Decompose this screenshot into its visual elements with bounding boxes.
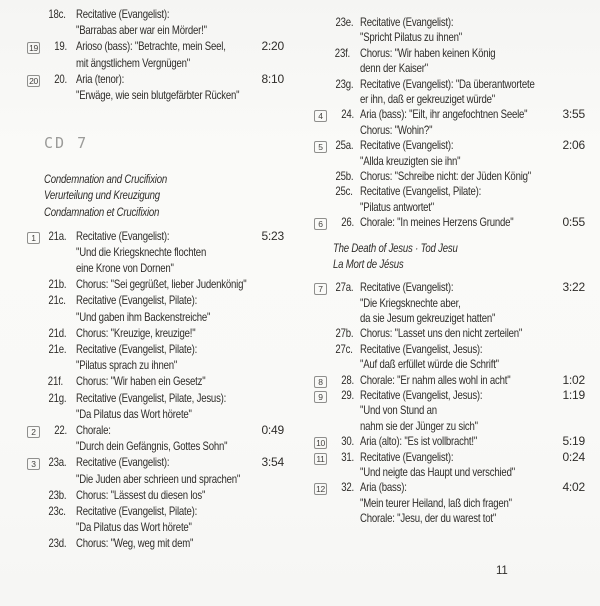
track-number-text: 21a. bbox=[48, 228, 67, 243]
track-title-text: Recitative (Evangelist): bbox=[360, 280, 454, 295]
track-title-text: Recitative (Evangelist): bbox=[360, 138, 454, 153]
track-title-text: Recitative (Evangelist, Jesus): bbox=[360, 387, 483, 402]
track-number bbox=[331, 169, 355, 184]
track-continuation-text: er ihn, daß er gekreuziget würde" bbox=[360, 91, 496, 106]
track-continuation-text: "Durch dein Gefängnis, Gottes Sohn" bbox=[76, 439, 228, 454]
track-entry bbox=[313, 184, 585, 215]
track-continuation-line bbox=[26, 22, 284, 38]
track-title bbox=[70, 454, 284, 470]
section-heading-text: Condemnation and Crucifixion bbox=[44, 172, 168, 187]
track-title bbox=[70, 487, 284, 503]
section-heading-line bbox=[26, 187, 284, 203]
track-title-text: Recitative (Evangelist, Pilate, Jesus): bbox=[76, 390, 227, 405]
track-continuation-text: "Erwäge, wie sein blutgefärbter Rücken" bbox=[76, 87, 240, 102]
track-entry bbox=[26, 276, 284, 292]
track-continuation-text: "Da Pilatus das Wort hörete" bbox=[76, 406, 192, 421]
track-title-text: Chorale: bbox=[76, 422, 111, 437]
track-title bbox=[70, 325, 284, 341]
track-title bbox=[70, 503, 284, 519]
track-entry bbox=[26, 38, 284, 70]
track-continuation-text: da sie Jesum gekreuziget hatten" bbox=[360, 311, 496, 326]
track-number-box: 19 bbox=[27, 42, 40, 54]
track-entry bbox=[313, 107, 585, 138]
track-number-text: 23a. bbox=[48, 455, 67, 470]
section-heading-text: The Death of Jesus · Tod Jesu bbox=[333, 241, 458, 256]
track-number-text: 22. bbox=[54, 422, 67, 437]
track-number-box: 6 bbox=[314, 218, 327, 230]
track-title bbox=[70, 228, 284, 244]
track-time: 8:10 bbox=[261, 71, 284, 86]
track-line bbox=[26, 38, 284, 54]
track-entry bbox=[26, 487, 284, 503]
track-title bbox=[355, 280, 585, 295]
track-entry bbox=[26, 71, 284, 103]
track-number-text: 21g. bbox=[48, 390, 67, 405]
track-time: 5:19 bbox=[562, 434, 585, 449]
track-title-text: Recitative (Evangelist, Pilate): bbox=[360, 184, 482, 199]
track-continuation-line bbox=[313, 419, 585, 434]
track-line bbox=[313, 373, 585, 388]
track-entry bbox=[313, 280, 585, 326]
track-number-text: 21d. bbox=[48, 325, 67, 340]
track-box-slot bbox=[26, 422, 44, 438]
track-number bbox=[331, 434, 355, 449]
track-entry bbox=[313, 46, 585, 77]
track-title bbox=[355, 169, 585, 184]
track-continuation-text: "Pilatus antwortet" bbox=[360, 199, 434, 214]
track-continuation-text: eine Krone von Dornen" bbox=[76, 261, 174, 276]
track-number bbox=[331, 15, 355, 30]
track-continuation-line bbox=[26, 87, 284, 103]
track-number-box: 3 bbox=[27, 458, 40, 470]
track-number-box: 7 bbox=[314, 283, 327, 295]
track-number bbox=[331, 215, 355, 230]
track-number-text: 27a. bbox=[335, 280, 354, 295]
track-box-slot bbox=[313, 450, 331, 465]
track-title bbox=[70, 276, 284, 292]
track-continuation-line bbox=[26, 260, 284, 276]
track-title bbox=[355, 480, 585, 495]
track-title bbox=[70, 535, 284, 551]
track-title bbox=[355, 450, 585, 465]
track-number-text: 30. bbox=[341, 434, 354, 449]
track-number-box: 12 bbox=[314, 483, 327, 495]
track-line bbox=[313, 46, 585, 61]
track-title-text: Chorus: "Wir haben ein Gesetz" bbox=[76, 374, 206, 389]
track-title-text: Aria (tenor): bbox=[76, 71, 125, 86]
track-entry bbox=[26, 228, 284, 277]
section-heading-text: Verurteilung und Kreuzigung bbox=[44, 188, 160, 203]
track-continuation-line bbox=[313, 403, 585, 418]
track-line bbox=[26, 454, 284, 470]
track-line bbox=[26, 373, 284, 389]
track-continuation-line bbox=[313, 61, 585, 76]
section-heading-line bbox=[313, 257, 585, 272]
track-continuation-line bbox=[313, 123, 585, 138]
track-title bbox=[355, 388, 585, 403]
track-line bbox=[313, 342, 585, 357]
track-entry bbox=[26, 6, 284, 38]
track-number-text: 28. bbox=[341, 372, 354, 387]
track-title-text: Chorus: "Kreuzige, kreuzige!" bbox=[76, 325, 196, 340]
track-number-text: 26. bbox=[341, 215, 354, 230]
track-entry bbox=[313, 138, 585, 169]
track-number bbox=[331, 373, 355, 388]
track-title-text: Chorale: "In meines Herzens Grunde" bbox=[360, 215, 514, 230]
track-continuation-text: "Und von Stund an bbox=[360, 403, 437, 418]
section-heading bbox=[26, 171, 284, 220]
track-number-text: 23d. bbox=[48, 536, 67, 551]
track-continuation-text: "Da Pilatus das Wort hörete" bbox=[76, 520, 192, 535]
track-title bbox=[355, 342, 585, 357]
track-number-text: 24. bbox=[341, 107, 354, 122]
track-title-text: Recitative (Evangelist, Jesus): bbox=[360, 341, 483, 356]
track-number bbox=[331, 326, 355, 341]
track-line bbox=[26, 325, 284, 341]
track-title bbox=[355, 77, 585, 92]
track-title bbox=[355, 373, 585, 388]
track-title bbox=[70, 38, 284, 54]
track-number bbox=[44, 325, 70, 341]
track-number bbox=[44, 503, 70, 519]
track-box-slot bbox=[313, 280, 331, 295]
track-number bbox=[44, 276, 70, 292]
track-number-text: 32. bbox=[341, 480, 354, 495]
track-title-text: Aria (bass): bbox=[360, 480, 407, 495]
track-time: 2:06 bbox=[562, 138, 585, 153]
track-number bbox=[44, 71, 70, 87]
track-title bbox=[70, 390, 284, 406]
track-entry bbox=[26, 422, 284, 454]
track-line bbox=[313, 77, 585, 92]
track-title-text: Recitative (Evangelist): bbox=[76, 228, 170, 243]
track-title bbox=[355, 15, 585, 30]
track-title-text: Chorale: "Er nahm alles wohl in acht" bbox=[360, 372, 511, 387]
page-number: 11 bbox=[496, 565, 508, 577]
track-number bbox=[44, 454, 70, 470]
track-title bbox=[355, 326, 585, 341]
track-title-text: Aria (alto): "Es ist vollbracht!" bbox=[360, 434, 478, 449]
track-number bbox=[331, 184, 355, 199]
track-line bbox=[26, 341, 284, 357]
track-continuation-text: mit ängstlichem Vergnügen" bbox=[76, 55, 191, 70]
track-number bbox=[44, 292, 70, 308]
section-heading-line bbox=[26, 171, 284, 187]
track-box-slot bbox=[313, 138, 331, 153]
track-entry bbox=[26, 292, 284, 324]
track-entry bbox=[26, 341, 284, 373]
track-box-slot bbox=[313, 215, 331, 230]
track-line bbox=[313, 15, 585, 30]
track-continuation-line bbox=[313, 296, 585, 311]
track-entry bbox=[313, 388, 585, 434]
track-number-text: 31. bbox=[341, 449, 354, 464]
track-entry bbox=[313, 342, 585, 373]
track-number-box: 10 bbox=[314, 437, 327, 449]
track-entry bbox=[26, 503, 284, 535]
track-title-text: Recitative (Evangelist, Pilate): bbox=[76, 503, 198, 518]
track-time: 3:22 bbox=[562, 280, 585, 295]
track-continuation-text: "Und neigte das Haupt und verschied" bbox=[360, 464, 515, 479]
track-continuation-line bbox=[313, 200, 585, 215]
track-continuation-text: "Die Juden aber schrieen und sprachen" bbox=[76, 471, 241, 486]
track-continuation-line bbox=[26, 357, 284, 373]
track-time: 1:02 bbox=[562, 372, 585, 387]
track-entry bbox=[26, 325, 284, 341]
track-title-text: Recitative (Evangelist): "Da überantwortete bbox=[360, 76, 535, 91]
track-continuation-text: "Und gaben ihm Backenstreiche" bbox=[76, 309, 211, 324]
track-number bbox=[331, 77, 355, 92]
track-number-text: 23g. bbox=[335, 76, 354, 91]
track-title-text: Chorus: "Lasset uns den nicht zerteilen" bbox=[360, 326, 523, 341]
track-continuation-text: "Barrabas aber war ein Mörder!" bbox=[76, 23, 207, 38]
track-continuation-line bbox=[313, 311, 585, 326]
track-continuation-text: "Allda kreuzigten sie ihn" bbox=[360, 153, 461, 168]
track-continuation-text: "Die Kriegsknechte aber, bbox=[360, 295, 461, 310]
track-box-slot bbox=[313, 434, 331, 449]
track-title-text: Recitative (Evangelist): bbox=[76, 7, 170, 21]
track-title bbox=[355, 46, 585, 61]
track-continuation-line bbox=[26, 406, 284, 422]
track-number-text: 23e. bbox=[335, 15, 354, 29]
track-title bbox=[70, 341, 284, 357]
track-line bbox=[313, 326, 585, 341]
track-continuation-line bbox=[313, 357, 585, 372]
track-continuation-text: Chorale: "Jesu, der du warest tot" bbox=[360, 511, 497, 526]
track-number-text: 21f. bbox=[47, 374, 64, 389]
track-continuation-line bbox=[313, 92, 585, 107]
track-continuation-line bbox=[313, 154, 585, 169]
track-line bbox=[26, 71, 284, 87]
track-number-text: 23f. bbox=[334, 45, 351, 60]
track-number-text: 23c. bbox=[48, 503, 66, 518]
track-line bbox=[313, 450, 585, 465]
track-entry bbox=[313, 15, 585, 46]
track-line bbox=[26, 276, 284, 292]
track-number-text: 29. bbox=[341, 387, 354, 402]
track-continuation-line bbox=[26, 244, 284, 260]
track-number-text: 25b. bbox=[335, 168, 354, 183]
track-time: 5:23 bbox=[261, 228, 284, 243]
track-number bbox=[44, 38, 70, 54]
track-line bbox=[313, 184, 585, 199]
track-number bbox=[44, 487, 70, 503]
track-title-text: Recitative (Evangelist): bbox=[360, 449, 454, 464]
track-number bbox=[331, 342, 355, 357]
track-entry bbox=[26, 535, 284, 551]
track-time: 0:49 bbox=[261, 422, 284, 437]
section-heading-line bbox=[26, 204, 284, 220]
track-number-box: 1 bbox=[27, 232, 40, 244]
track-entry bbox=[313, 480, 585, 526]
track-number-text: 25c. bbox=[335, 184, 353, 199]
track-title bbox=[70, 6, 284, 22]
section-heading-line bbox=[313, 241, 585, 256]
track-number bbox=[331, 107, 355, 122]
track-box-slot bbox=[26, 71, 44, 87]
track-line bbox=[313, 280, 585, 295]
track-title-text: Aria (bass): "Eilt, ihr angefochtnen Seele" bbox=[360, 107, 528, 122]
track-entry bbox=[26, 390, 284, 422]
track-line bbox=[313, 480, 585, 495]
track-number-text: 19. bbox=[54, 39, 67, 54]
track-title-text: Chorus: "Sei gegrüßet, lieber Judenkönig" bbox=[76, 277, 247, 292]
track-line bbox=[313, 434, 585, 449]
track-continuation-line bbox=[313, 465, 585, 480]
track-line bbox=[26, 422, 284, 438]
track-entry bbox=[26, 373, 284, 389]
track-continuation-line bbox=[313, 496, 585, 511]
track-line bbox=[26, 228, 284, 244]
track-continuation-line bbox=[26, 519, 284, 535]
track-number-text: 20. bbox=[54, 71, 67, 86]
track-box-slot bbox=[313, 480, 331, 495]
track-continuation-line bbox=[313, 30, 585, 45]
track-box-slot bbox=[313, 373, 331, 388]
track-number bbox=[331, 46, 355, 61]
track-number bbox=[44, 341, 70, 357]
track-title bbox=[355, 107, 585, 122]
track-continuation-text: "Auf daß erfüllet würde die Schrift" bbox=[360, 357, 499, 372]
track-title-text: Recitative (Evangelist): bbox=[360, 15, 454, 29]
track-number bbox=[331, 138, 355, 153]
section-heading-text: Condamnation et Crucifixion bbox=[44, 204, 160, 219]
track-number-text: 25a. bbox=[335, 138, 354, 153]
track-box-slot bbox=[313, 107, 331, 122]
track-title bbox=[355, 138, 585, 153]
track-number-box: 8 bbox=[314, 376, 327, 388]
track-line bbox=[26, 487, 284, 503]
track-continuation-line bbox=[26, 438, 284, 454]
cd-title: CD 7 bbox=[44, 134, 89, 153]
track-number-text: 21b. bbox=[48, 277, 67, 292]
track-continuation-line bbox=[26, 55, 284, 71]
track-continuation-text: denn der Kaiser" bbox=[360, 61, 428, 76]
track-continuation-line bbox=[26, 309, 284, 325]
track-continuation-text: "Und die Kriegsknechte flochten bbox=[76, 244, 207, 259]
track-time: 2:20 bbox=[261, 39, 284, 54]
track-title-text: Recitative (Evangelist): bbox=[76, 455, 170, 470]
track-title-text: Chorus: "Wir haben keinen König bbox=[360, 45, 496, 60]
track-line bbox=[26, 292, 284, 308]
track-title-text: Chorus: "Lässest du diesen los" bbox=[76, 487, 206, 502]
track-title-text: Chorus: "Schreibe nicht: der Jüden König" bbox=[360, 168, 531, 183]
track-line bbox=[313, 138, 585, 153]
track-entry bbox=[26, 454, 284, 486]
track-continuation-text: "Mein teurer Heiland, laß dich fragen" bbox=[360, 495, 512, 510]
track-box-slot bbox=[26, 228, 44, 244]
track-entry bbox=[313, 215, 585, 230]
track-line bbox=[26, 390, 284, 406]
track-entry bbox=[313, 434, 585, 449]
section-heading bbox=[313, 241, 585, 272]
track-entry bbox=[313, 77, 585, 108]
track-continuation-text: nahm sie der Jünger zu sich" bbox=[360, 418, 478, 433]
track-title bbox=[70, 422, 284, 438]
track-number-box: 2 bbox=[27, 426, 40, 438]
track-entry bbox=[313, 373, 585, 388]
track-title-text: Chorus: "Weg, weg mit dem" bbox=[76, 536, 194, 551]
track-line bbox=[26, 6, 284, 22]
track-number bbox=[44, 390, 70, 406]
track-continuation-text: "Pilatus sprach zu ihnen" bbox=[76, 358, 178, 373]
track-continuation-line bbox=[26, 471, 284, 487]
track-time: 0:55 bbox=[562, 215, 585, 230]
track-title bbox=[70, 71, 284, 87]
track-number bbox=[331, 388, 355, 403]
track-line bbox=[26, 503, 284, 519]
track-number-text: 21c. bbox=[48, 293, 66, 308]
track-number bbox=[44, 422, 70, 438]
track-number-text: 23b. bbox=[48, 487, 67, 502]
section-heading-text: La Mort de Jésus bbox=[333, 256, 404, 271]
track-line bbox=[313, 388, 585, 403]
track-number-text: 21e. bbox=[48, 342, 67, 356]
track-title bbox=[70, 292, 284, 308]
track-number-box: 5 bbox=[314, 141, 327, 153]
track-line bbox=[313, 215, 585, 230]
track-entry bbox=[313, 450, 585, 481]
track-number-box: 9 bbox=[314, 391, 327, 403]
track-number-text: 27b. bbox=[335, 326, 354, 341]
track-continuation-text: "Spricht Pilatus zu ihnen" bbox=[360, 30, 462, 45]
track-continuation-text: Chorus: "Wohin?" bbox=[360, 122, 433, 137]
track-title-text: Arioso (bass): "Betrachte, mein Seel, bbox=[76, 39, 226, 54]
track-number bbox=[44, 6, 70, 22]
track-number bbox=[44, 228, 70, 244]
track-entry bbox=[313, 326, 585, 341]
track-title bbox=[355, 184, 585, 199]
track-box-slot bbox=[313, 388, 331, 403]
track-time: 1:19 bbox=[562, 387, 585, 402]
track-line bbox=[26, 535, 284, 551]
track-title-text: Recitative (Evangelist, Pilate): bbox=[76, 293, 198, 308]
track-continuation-line bbox=[313, 511, 585, 526]
track-number-text: 27c. bbox=[335, 341, 353, 356]
track-box-slot bbox=[26, 38, 44, 54]
track-number-box: 4 bbox=[314, 110, 327, 122]
track-list-column-right bbox=[313, 15, 585, 527]
track-time: 3:54 bbox=[261, 455, 284, 470]
track-time: 0:24 bbox=[562, 449, 585, 464]
track-entry bbox=[313, 169, 585, 184]
track-number bbox=[44, 535, 70, 551]
track-number bbox=[331, 450, 355, 465]
track-title bbox=[70, 373, 284, 389]
track-line bbox=[313, 107, 585, 122]
track-number bbox=[331, 480, 355, 495]
track-box-slot bbox=[26, 454, 44, 470]
track-title bbox=[355, 434, 585, 449]
track-number bbox=[331, 280, 355, 295]
track-number-box: 20 bbox=[27, 75, 40, 87]
track-time: 3:55 bbox=[562, 107, 585, 122]
track-list-column-left bbox=[26, 6, 284, 551]
track-title bbox=[355, 215, 585, 230]
track-number-box: 11 bbox=[314, 453, 327, 465]
track-number bbox=[44, 373, 70, 389]
track-time: 4:02 bbox=[562, 480, 585, 495]
track-number-text: 18c. bbox=[48, 7, 66, 21]
track-line bbox=[313, 169, 585, 184]
track-title-text: Recitative (Evangelist, Pilate): bbox=[76, 342, 198, 356]
